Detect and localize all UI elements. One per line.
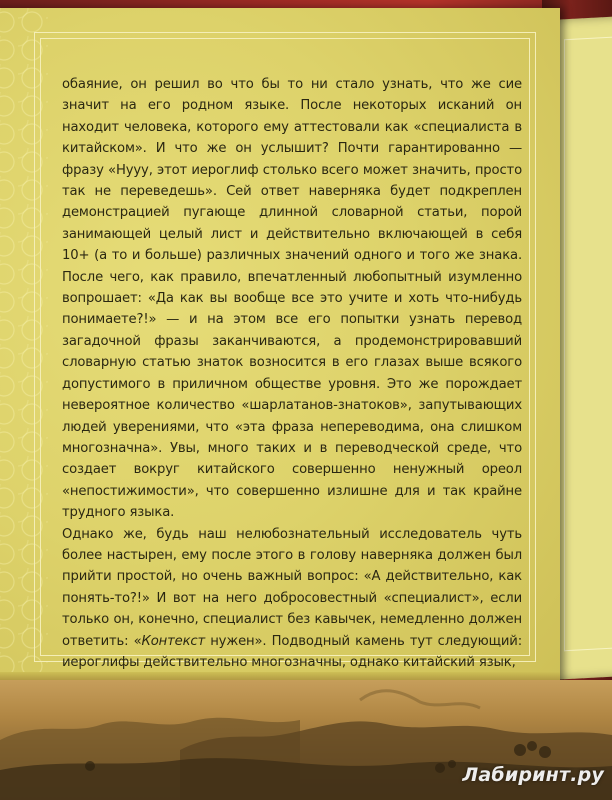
- paragraph: обаяние, он решил во что бы то ни стало узнать, что же сие значит на его родном языке. После некоторых исканий он находит человека, которого ему аттестовали как «специалиста в китайском». И что же он услышит? Почти гарантированно — фразу «Нууу, этот иероглиф столько всего может значить, просто так не переведешь». Сей ответ наверняка будет подкреплен демонстрацией пугающе длинной словарной статьи, порой занимающей целый лист и действительно включающей в себя 10+ (а то и больше) различных значений одного и того же знака. После чего, как правило, впечатленный любопытный изумленно вопрошает: «Да как вы вообще все это учите и хоть что-нибудь понимаете?!» — и на этом все его попытки узнать перевод загадочной фразы заканчиваются, а продемонстрировавший словарную статью знаток возносится в его глазах выше всякого допустимого в приличном обществе уровня. Это же порождает невероятное количество «шарлатанов-знатоков», запутывающих людей уверениями, что «эта фраза непереводима, она слишком многозначна». Увы, много таких и в переводческой среде, что создает вокруг китайского совершенно ненужный ореол «непостижимости», что совершенно излишне для и так крайне трудного языка.: [62, 77, 522, 521]
- labirint-watermark: Лабиринт.ру: [462, 764, 604, 786]
- paragraph: Однако же, будь наш нелюбознательный исследователь чуть более настырен, ему после этого в голову наверняка должен был прийти простой, но очень важный вопрос: «А действительно, как понять-то?!» И вот на него добросовестный «специалист», если только он, конечно, специалист без кавычек, немедленно должен ответить: «Контекст нужен». Подводный камень тут следующий: иероглифы действительно многозначны, однако китайский язык,: [62, 526, 523, 670]
- emphasis: Контекст: [141, 633, 206, 649]
- body-text: [62, 74, 522, 673]
- book-page: [0, 8, 560, 708]
